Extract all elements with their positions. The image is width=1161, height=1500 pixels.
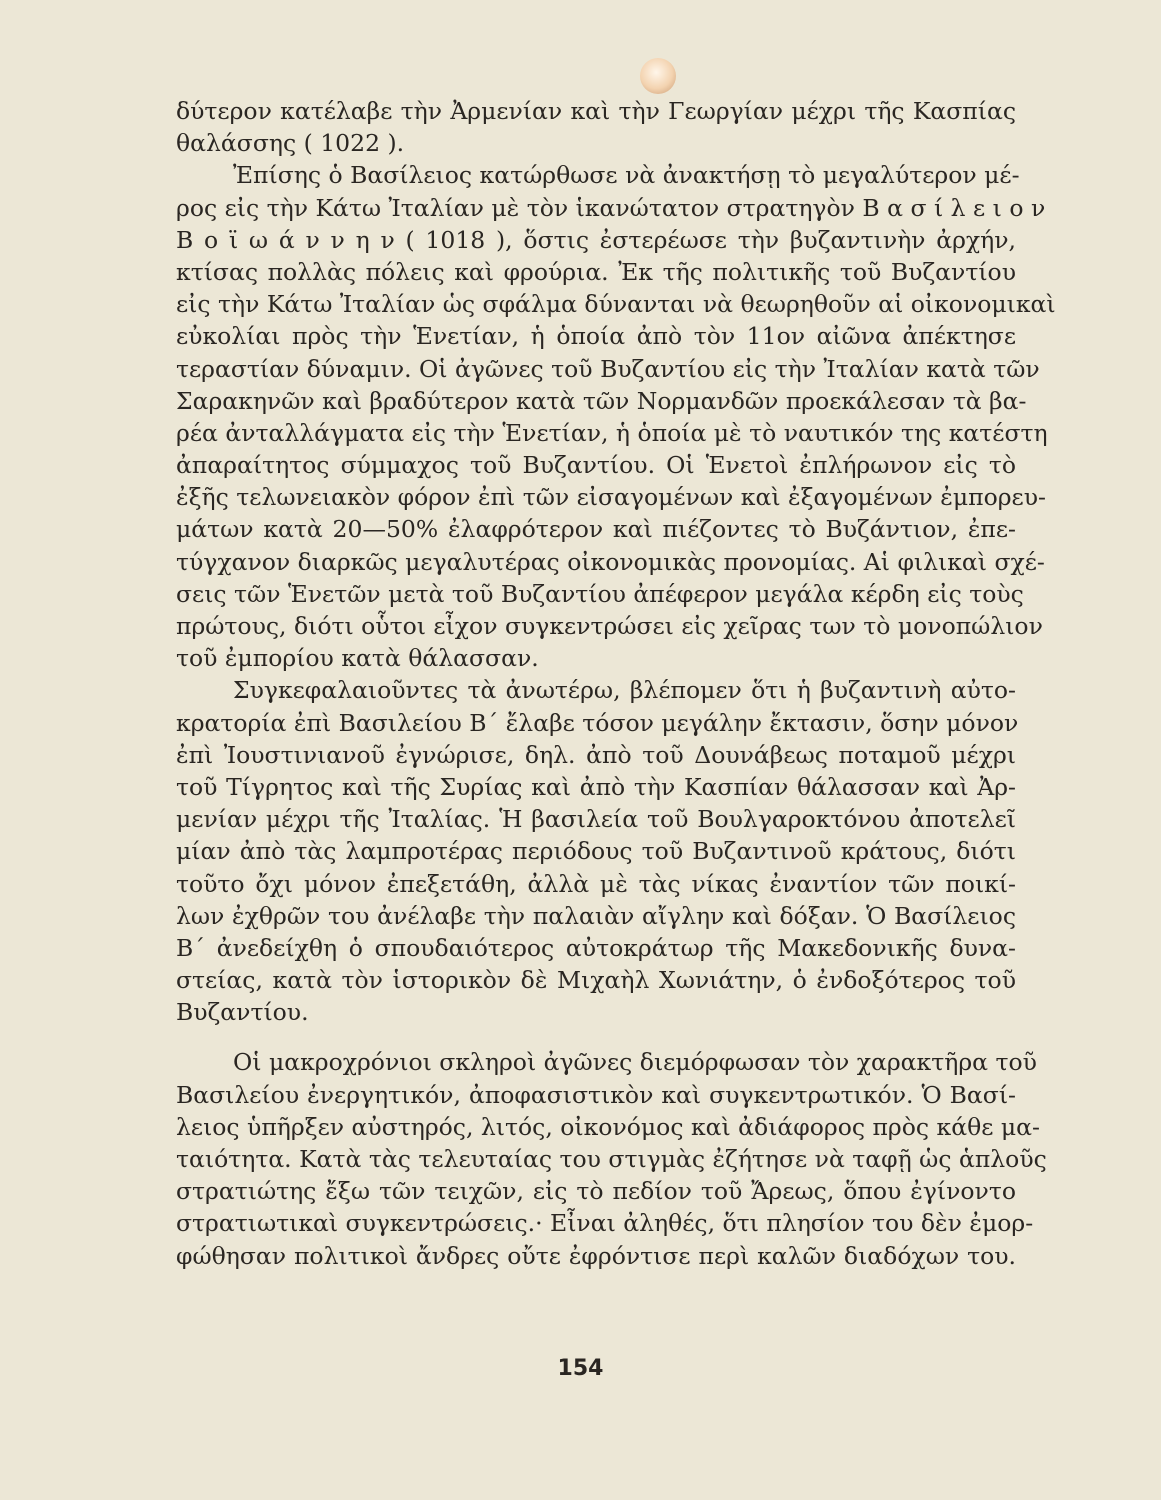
text-line: στρατιώτης ἔξω τῶν τειχῶν, εἰς τὸ πεδίον τοῦ Ἄρεως, ὅπου ἐγίνοντο	[176, 1177, 1016, 1206]
text-line: πρώτους, διότι οὗτοι εἶχον συγκεντρώσει εἰς χεῖρας των τὸ μονοπώλιον	[176, 612, 1043, 640]
punch-hole	[640, 58, 676, 94]
paragraph-4	[176, 1046, 1047, 1271]
text-line: τοῦ Τίγρητος καὶ τῆς Συρίας καὶ ἀπὸ τὴν Κασπίαν θάλασσαν καὶ Ἀρ-	[176, 772, 1016, 801]
text-line: ἐπὶ Ἰουστινιανοῦ ἐγνώρισε, δηλ. ἀπὸ τοῦ Δουνάβεως ποταμοῦ μέχρι	[176, 740, 1016, 769]
text-line: Βασιλείου ἐνεργητικόν, ἀποφασιστικὸν καὶ συγκεντρωτικόν. Ὁ Βασί-	[176, 1080, 1016, 1109]
text-line: ρος εἰς τὴν Κάτω Ἰταλίαν μὲ τὸν ἱκανώτατον στρατηγὸν Β α σ ί λ ε ι ο ν	[176, 193, 1046, 222]
text-line: θαλάσσης ( 1022 ).	[176, 129, 405, 158]
text-line: εὐκολίαι πρὸς τὴν Ἑνετίαν, ἡ ὁποία ἀπὸ τὸν 11ον αἰῶνα ἀπέκτησε	[176, 322, 1016, 351]
text-line: φώθησαν πολιτικοὶ ἄνδρες οὔτε ἐφρόντισε περὶ καλῶν διαδόχων του.	[176, 1241, 1016, 1270]
text-line: μενίαν μέχρι τῆς Ἰταλίας. Ἡ βασιλεία τοῦ Βουλγαροκτόνου ἀποτελεῖ	[176, 805, 1016, 834]
text-line: μίαν ἀπὸ τὰς λαμπροτέρας περιόδους τοῦ Βυζαντινοῦ κράτους, διότι	[176, 837, 1016, 866]
text-line: στείας, κατὰ τὸν ἱστορικὸν δὲ Μιχαὴλ Χωνιάτην, ὁ ἐνδοξότερος τοῦ	[176, 966, 1016, 995]
text-line: ρέα ἀνταλλάγματα εἰς τὴν Ἑνετίαν, ἡ ὁποία μὲ τὸ ναυτικόν της κατέστη	[176, 418, 1048, 447]
text-line: λειος ὑπῆρξεν αὐστηρός, λιτός, οἰκονόμος καὶ ἀδιάφορος πρὸς κάθε μα-	[176, 1112, 1040, 1141]
text-line: εἰς τὴν Κάτω Ἰταλίαν ὡς σφάλμα δύνανται νὰ θεωρηθοῦν αἱ οἰκονομικαὶ	[176, 290, 1056, 319]
text-line: στρατιωτικαὶ συγκεντρώσεις.· Εἶναι ἀληθές, ὅτι πλησίον του δὲν ἐμορ-	[176, 1209, 1034, 1238]
text-line: ἀπαραίτητος σύμμαχος τοῦ Βυζαντίου. Οἱ Ἑνετοὶ ἐπλήρωνον εἰς τὸ	[176, 451, 1016, 480]
text-line: κτίσας πολλὰς πόλεις καὶ φρούρια. Ἐκ τῆς πολιτικῆς τοῦ Βυζαντίου	[176, 257, 1016, 286]
text-line: Συγκεφαλαιοῦντες τὰ ἀνωτέρω, βλέπομεν ὅτι ἡ βυζαντινὴ αὐτο-	[233, 676, 1016, 705]
text-line: μάτων κατὰ 20—50% ἐλαφρότερον καὶ πιέζοντες τὸ Βυζάντιον, ἐπε-	[176, 515, 1016, 544]
text-line: δύτερον κατέλαβε τὴν Ἀρμενίαν καὶ τὴν Γεωργίαν μέχρι τῆς Κασπίας	[176, 97, 1016, 125]
text-line: κρατορία ἐπὶ Βασιλείου Β΄ ἔλαβε τόσον μεγάλην ἔκτασιν, ὅσην μόνον	[176, 708, 1019, 737]
page-number: 154	[557, 1356, 604, 1381]
text-line: τύγχανον διαρκῶς μεγαλυτέρας οἰκονομικὰς προνομίας. Αἱ φιλικαὶ σχέ-	[176, 547, 1045, 576]
text-line: Β΄ ἀνεδείχθη ὁ σπουδαιότερος αὐτοκράτωρ τῆς Μακεδονικῆς δυνα-	[176, 933, 1016, 962]
paragraph-1	[176, 95, 1016, 159]
text-line: τεραστίαν δύναμιν. Οἱ ἀγῶνες τοῦ Βυζαντίου εἰς τὴν Ἰταλίαν κατὰ τῶν	[176, 354, 1040, 383]
text-line: ἐξῆς τελωνειακὸν φόρον ἐπὶ τῶν εἰσαγομένων καὶ ἐξαγομένων ἐμπορευ-	[176, 483, 1046, 512]
text-line: λων ἐχθρῶν του ἀνέλαβε τὴν παλαιὰν αἴγλην καὶ δόξαν. Ὁ Βασίλειος	[176, 901, 1016, 930]
text-line: Βυζαντίου.	[176, 998, 309, 1027]
text-line: Σαρακηνῶν καὶ βραδύτερον κατὰ τῶν Νορμανδῶν προεκάλεσαν τὰ βα-	[176, 386, 1027, 415]
text-line: τοῦ ἐμπορίου κατὰ θάλασσαν.	[176, 644, 539, 673]
text-line: Ἐπίσης ὁ Βασίλειος κατώρθωσε νὰ ἀνακτήσῃ τὸ μεγαλύτερον μέ-	[233, 161, 1020, 190]
text-line: ταιότητα. Κατὰ τὰς τελευταίας του στιγμὰς ἐζήτησε νὰ ταφῇ ὡς ἁπλοῦς	[176, 1145, 1047, 1173]
text-line: τοῦτο ὄχι μόνον ἐπεξετάθη, ἀλλὰ μὲ τὰς νίκας ἐναντίον τῶν ποικί-	[176, 869, 1016, 898]
paragraph-gap	[176, 1028, 1016, 1046]
text-line: σεις τῶν Ἑνετῶν μετὰ τοῦ Βυζαντίου ἀπέφερον μεγάλα κέρδη εἰς τοὺς	[176, 579, 1024, 608]
paragraph-3	[176, 674, 1019, 1028]
text-line: Οἱ μακροχρόνιοι σκληροὶ ἀγῶνες διεμόρφωσαν τὸν χαρακτῆρα τοῦ	[233, 1048, 1037, 1077]
text-line: Β ο ϊ ω ά ν ν η ν ( 1018 ), ὅστις ἐστερέωσε τὴν βυζαντινὴν ἀρχήν,	[176, 225, 1016, 254]
paragraph-2	[176, 159, 1056, 674]
body-text	[176, 95, 1056, 1272]
